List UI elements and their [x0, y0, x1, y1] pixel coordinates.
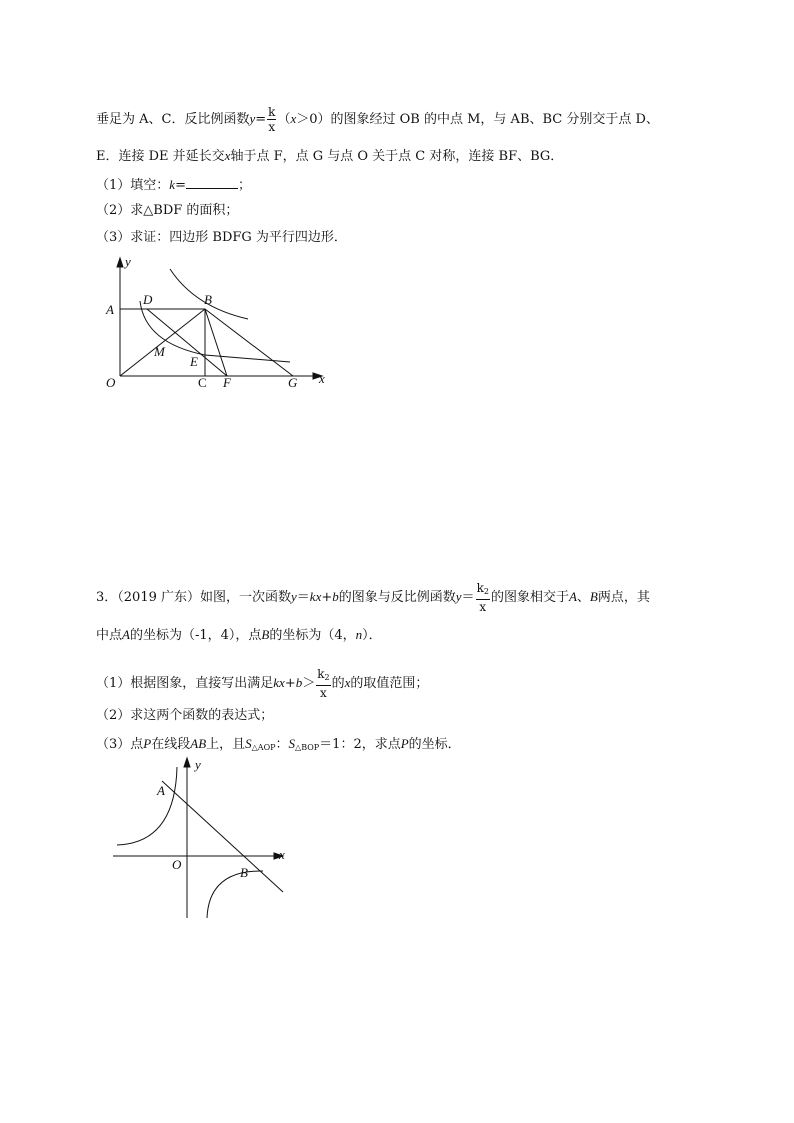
p2-question-3: （3）求证：四边形 BDFG 为平行四边形．	[96, 230, 347, 245]
p3-q1-gt: ＞	[302, 676, 316, 691]
p2-fraction-k-over-x	[267, 106, 276, 133]
fig1-label-c: C	[198, 375, 207, 390]
p3-l1-eq1: ＝	[296, 590, 310, 605]
fig1-label-o: O	[106, 375, 116, 390]
p2-question-1	[96, 176, 251, 194]
p3-l1-B: B	[589, 589, 598, 604]
p3-l1-y1: y	[291, 589, 297, 604]
p2-line-2	[96, 148, 563, 165]
p3-q1-kx: kx	[273, 675, 285, 690]
p3-l1-eq2: ＝	[461, 590, 475, 605]
p2-q1-a: （1）填空：	[96, 178, 170, 193]
p2-l1-x: x	[290, 111, 297, 126]
p3-line-2	[96, 627, 382, 644]
p3-l1-A: A	[568, 589, 577, 604]
p3-frac-num	[476, 582, 490, 600]
p3-question-2: （2）求这两个函数的表达式；	[96, 708, 274, 723]
fig1-label-y: y	[125, 255, 131, 269]
fig2-label-y: y	[195, 757, 201, 772]
p2-l2-x: x	[224, 148, 231, 163]
figure-2	[105, 755, 305, 925]
fig1-label-d: D	[143, 292, 153, 307]
p3-l2-n: n	[355, 627, 363, 642]
p3-frac-num-sub: 2	[483, 587, 489, 596]
p3-l1-b-var: b	[332, 589, 339, 604]
p2-q1-k: k	[169, 177, 176, 192]
p3-question-3	[96, 736, 461, 756]
p3-l2-d: ）．	[362, 628, 382, 643]
fig1-label-g: G	[288, 375, 298, 390]
p3-q1-x: x	[344, 675, 351, 690]
p3-l2-B: B	[261, 627, 270, 642]
p3-q3-S2: S	[288, 736, 296, 751]
p2-frac-num: k	[268, 105, 276, 119]
p3-l1-mid: 的图象与反比例函数	[338, 590, 456, 605]
p3-l1-y2: y	[455, 589, 462, 604]
p3-l2-c: 的坐标为（4，	[269, 628, 356, 643]
fig1-label-f: F	[223, 375, 231, 390]
p3-question-1	[96, 668, 428, 699]
p3-q3-c: 上，且	[206, 737, 246, 752]
p3-q1-b: b	[295, 675, 303, 690]
p3-q3-P: P	[143, 736, 152, 751]
p3-l1-a: 3．（2019 广东）如图，一次函数	[96, 590, 291, 605]
fig2-label-a: A	[157, 783, 165, 798]
p3-q1-fraction	[316, 668, 330, 699]
p3-q1-d: 的取值范围；	[350, 676, 429, 691]
p3-l2-a: 中点	[96, 628, 123, 643]
p3-line-1	[96, 582, 650, 613]
p2-frac-den: x	[268, 120, 276, 134]
p3-q1-frac-den: x	[320, 686, 327, 700]
p3-l1-end-b: 两点，其	[597, 590, 650, 605]
p3-l2-A: A	[122, 627, 130, 642]
fig1-segment-df	[147, 309, 227, 376]
p2-q1-end: ；	[237, 178, 251, 193]
p3-q1-frac-num-k: k	[317, 667, 325, 681]
p2-l1-c: ＞0）的图象经过 OB 的中点 M，与 AB、BC 分别交于点 D、	[296, 112, 659, 127]
p3-fraction-k2-over-x	[476, 582, 490, 613]
p3-q3-d: ＝1：2，求点	[319, 737, 401, 752]
p3-q3-b: 在线段	[151, 737, 191, 752]
p3-q3-S1-sub: △AOP	[251, 743, 276, 752]
fig2-label-x: x	[279, 847, 285, 862]
p2-l1-a: 垂足为 A、C．反比例函数	[96, 112, 250, 127]
p2-l1-eq: =	[255, 112, 267, 127]
fig1-label-b: B	[204, 292, 212, 307]
fig1-label-a: A	[106, 302, 114, 317]
p3-l1-end-a: 的图象相交于	[490, 590, 569, 605]
fig2-hyperbola-right	[207, 871, 263, 918]
p3-q3-e: 的坐标．	[408, 737, 461, 752]
p3-q3-S2-sub: △BOP	[295, 743, 320, 752]
p2-l1-fy: y	[249, 111, 256, 126]
fig1-segment-bf	[205, 309, 227, 376]
fig1-label-x: x	[319, 371, 325, 386]
p3-l1-kx: kx	[309, 589, 322, 604]
p3-l1-comma: 、	[576, 590, 590, 605]
fig2-label-b: B	[240, 865, 248, 880]
figure-1	[100, 255, 340, 395]
p2-q1-eq: =	[175, 178, 186, 193]
p3-q3-AB: AB	[190, 736, 207, 751]
p2-question-2: （2）求△BDF 的面积；	[96, 203, 239, 218]
fig1-segment-bg	[205, 309, 293, 376]
p2-l2-b: 轴于点 F，点 G 与点 O 关于点 C 对称，连接 BF、BG．	[230, 149, 564, 164]
p3-q1-c: 的	[331, 676, 345, 691]
p3-q1-a: （1）根据图象，直接写出满足	[96, 676, 274, 691]
p2-l1-b: （	[277, 112, 291, 127]
p3-frac-den: x	[479, 600, 487, 614]
fig2-label-o: O	[172, 857, 182, 872]
p3-l2-b: 的坐标为（-1，4），点	[129, 628, 262, 643]
fig2-linear-function	[162, 781, 283, 892]
p3-l1-plus: +	[321, 590, 333, 605]
p3-frac-num-k: k	[476, 581, 484, 595]
p3-q1-frac-num-sub: 2	[324, 673, 330, 682]
p2-l2-a: E．连接 DE 并延长交	[96, 149, 225, 164]
fig1-label-m: M	[154, 344, 165, 359]
p3-q1-plus: +	[284, 676, 296, 691]
fig1-label-e: E	[190, 354, 198, 369]
fig2-y-arrow	[184, 758, 190, 767]
p3-q3-P2: P	[400, 736, 409, 751]
p3-q1-frac-num	[316, 668, 330, 686]
p3-q3-S1: S	[245, 736, 252, 751]
fig2-hyperbola-left	[117, 767, 177, 845]
fig1-y-arrow	[117, 258, 123, 267]
p2-line-1	[96, 106, 659, 133]
p3-q3-colon: ：	[275, 737, 289, 752]
answer-blank	[186, 176, 238, 189]
p3-q3-a: （3）点	[96, 737, 144, 752]
